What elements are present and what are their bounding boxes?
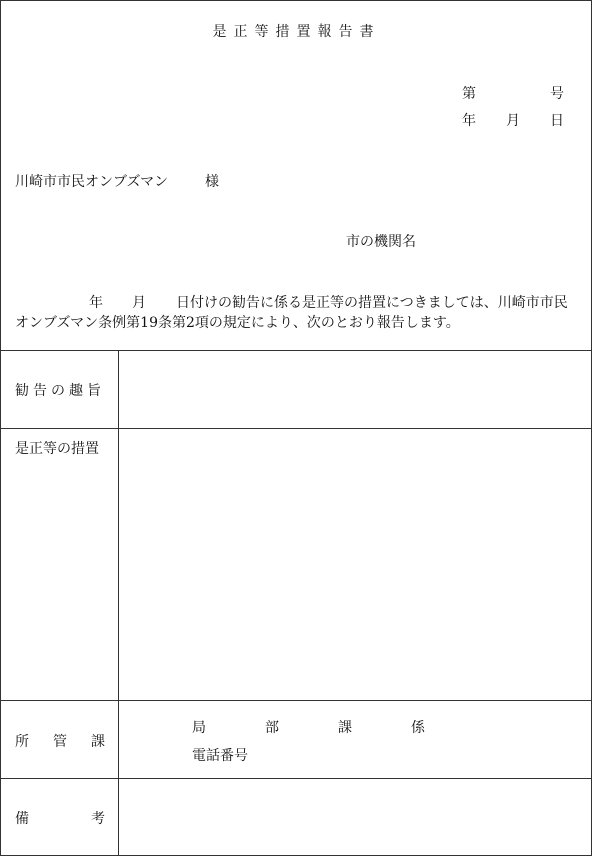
label-jurisdiction-char-2: 管 bbox=[53, 734, 67, 750]
body-year: 年 bbox=[89, 295, 103, 311]
date-month: 月 bbox=[506, 113, 520, 129]
addressee-name: 川崎市市民オンブズマン bbox=[15, 174, 169, 190]
jurisdiction-section: 課 bbox=[338, 720, 352, 736]
number-suffix: 号 bbox=[550, 86, 564, 102]
addressee-honorific: 様 bbox=[205, 174, 219, 190]
label-jurisdiction-char-3: 課 bbox=[91, 734, 105, 750]
date-year: 年 bbox=[462, 113, 476, 129]
document-title: 是正等措置報告書 bbox=[212, 24, 381, 40]
jurisdiction-department: 部 bbox=[265, 720, 279, 736]
field-corrective-measures bbox=[120, 429, 590, 699]
body-line-1: 日付けの勧告に係る是正等の措置につきましては、川崎市市民 bbox=[176, 295, 568, 311]
body-month: 月 bbox=[132, 295, 146, 311]
body-line-2: オンブズマン条例第19条第2項の規定により、次のとおり報告します。 bbox=[15, 315, 460, 331]
number-prefix: 第 bbox=[462, 86, 476, 102]
date-day: 日 bbox=[550, 113, 564, 129]
jurisdiction-bureau: 局 bbox=[192, 720, 206, 736]
field-remarks bbox=[120, 779, 590, 855]
label-remarks-char-1: 備 bbox=[15, 811, 29, 827]
jurisdiction-subsection: 係 bbox=[411, 720, 425, 736]
sender-organization: 市の機関名 bbox=[346, 234, 416, 250]
field-recommendation-purpose bbox=[120, 351, 590, 427]
table-column-divider bbox=[118, 350, 119, 856]
label-corrective-measures: 是正等の措置 bbox=[15, 441, 99, 457]
label-remarks-char-2: 考 bbox=[91, 811, 105, 827]
label-jurisdiction-char-1: 所 bbox=[15, 734, 29, 750]
label-recommendation-purpose: 勧告の趣旨 bbox=[15, 383, 105, 399]
jurisdiction-phone-label: 電話番号 bbox=[192, 748, 248, 764]
table-row-divider-2 bbox=[0, 700, 592, 701]
